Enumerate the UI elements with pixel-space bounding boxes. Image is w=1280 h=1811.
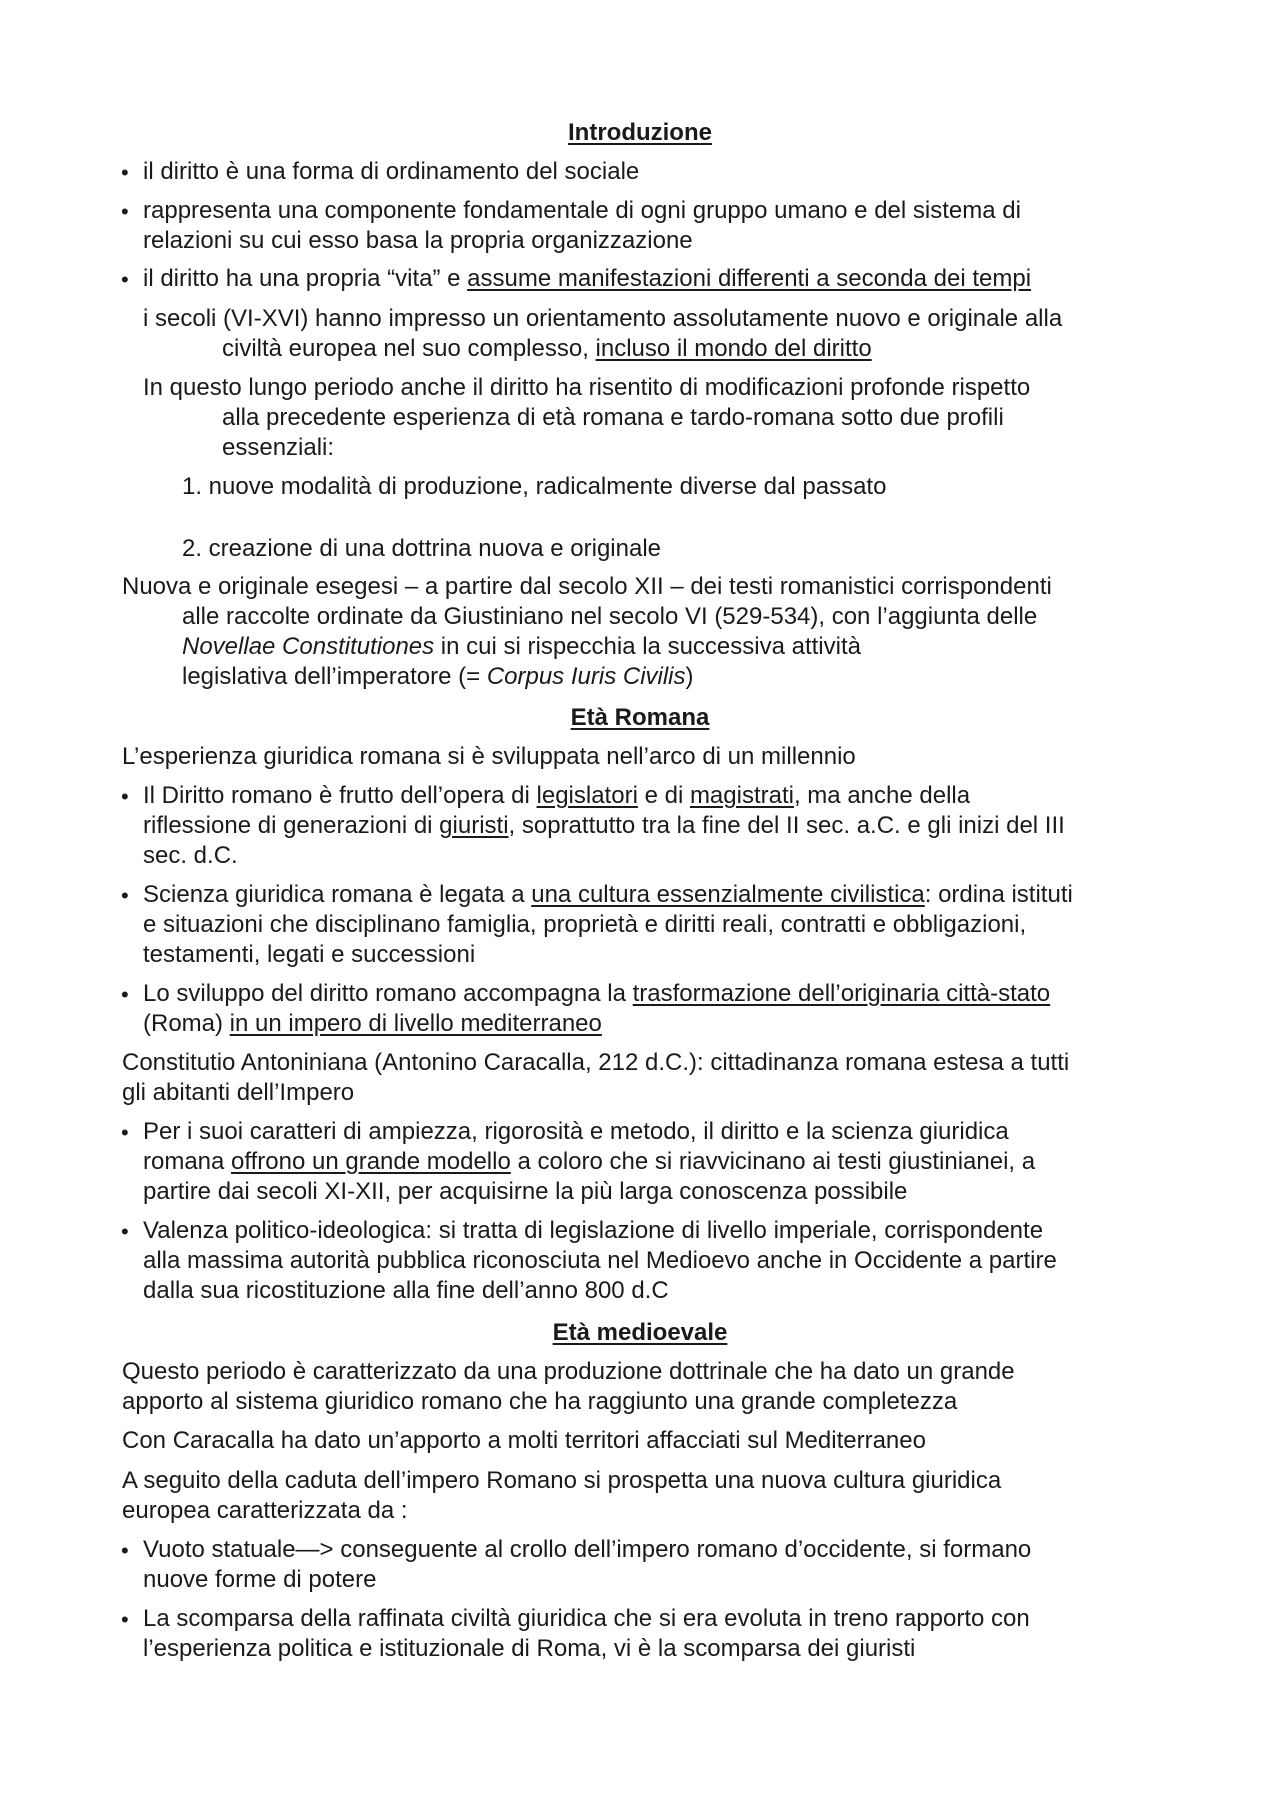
intro-para-3-line-2: alle raccolte ordinate da Giustiniano nel secolo VI (529-534), con l’aggiunta delle [182,603,1038,630]
romana-bullet-1-line-2: riflessione di generazioni di giuristi, soprattutto tra la fine del II sec. a.C. e gli inizi del III [143,812,1065,839]
bullet-icon: • [121,1607,129,1632]
romana-bullet-5-line-2: alla massima autorità pubblica riconosciuta nel Medioevo anche in Occidente a partire [143,1247,1057,1274]
intro-bullet-2-line-2: relazioni su cui esso basa la propria organizzazione [143,227,693,254]
romana-para-2-line-1: Constitutio Antoniniana (Antonino Caracalla, 212 d.C.): cittadinanza romana estesa a tutti [122,1049,1070,1076]
romana-bullet-2-line-2: e situazioni che disciplinano famiglia, proprietà e diritti reali, contratti e obbligazioni, [143,911,1027,938]
intro-para-1-line-2: civiltà europea nel suo complesso, incluso il mondo del diritto [222,335,872,362]
romana-bullet-4-line-2: romana offrono un grande modello a coloro che si riavvicinano ai testi giustinianei, a [143,1148,1036,1175]
intro-bullet-1: il diritto è una forma di ordinamento del sociale [143,158,640,185]
intro-para-2-line-3: essenziali: [222,434,335,461]
bullet-icon: • [121,982,129,1007]
heading-introduzione: Introduzione [568,119,712,146]
romana-bullet-2-line-3: testamenti, legati e successioni [143,941,476,968]
romana-bullet-1-line-1: Il Diritto romano è frutto dell’opera di legislatori e di magistrati, ma anche della [143,782,971,809]
intro-para-1-line-1: i secoli (VI-XVI) hanno impresso un orientamento assolutamente nuovo e originale alla [143,305,1063,332]
romana-para-2-line-2: gli abitanti dell’Impero [122,1079,355,1106]
medio-bullet-2-line-2: l’esperienza politica e istituzionale di Roma, vi è la scomparsa dei giuristi [143,1635,916,1662]
medio-bullet-1-line-1: Vuoto statuale—> conseguente al crollo dell’impero romano d’occidente, si formano [143,1536,1032,1563]
bullet-icon: • [121,199,129,224]
romana-bullet-4-line-1: Per i suoi caratteri di ampiezza, rigorosità e metodo, il diritto e la scienza giuridica [143,1118,1009,1145]
intro-numbered-2: 2. creazione di una dottrina nuova e originale [182,535,661,562]
medio-bullet-1-line-2: nuove forme di potere [143,1566,377,1593]
intro-bullet-2-line-1: rappresenta una componente fondamentale di ogni gruppo umano e del sistema di [143,197,1021,224]
bullet-icon: • [121,160,129,185]
bullet-icon: • [121,267,129,292]
medio-para-1-line-1: Questo periodo è caratterizzato da una produzione dottrinale che ha dato un grande [122,1358,1015,1385]
intro-para-3-line-1: Nuova e originale esegesi – a partire dal secolo XII – dei testi romanistici corrispondenti [122,573,1052,600]
intro-bullet-3: il diritto ha una propria “vita” e assume manifestazioni differenti a seconda dei tempi [143,265,1032,292]
romana-bullet-2-line-1: Scienza giuridica romana è legata a una cultura essenzialmente civilistica: ordina istituti [143,881,1073,908]
bullet-icon: • [121,1120,129,1145]
intro-para-3-line-3: Novellae Constitutiones in cui si rispecchia la successiva attività [182,633,861,660]
romana-bullet-3-line-2: (Roma) in un impero di livello mediterraneo [143,1010,602,1037]
romana-bullet-5-line-3: dalla sua ricostituzione alla fine dell’anno 800 d.C [143,1277,669,1304]
intro-para-2-line-2: alla precedente esperienza di età romana e tardo-romana sotto due profili [222,404,1004,431]
heading-eta-romana: Età Romana [570,704,710,731]
heading-eta-medioevale: Età medioevale [552,1319,728,1346]
bullet-icon: • [121,1538,129,1563]
medio-bullet-2-line-1: La scomparsa della raffinata civiltà giuridica che si era evoluta in treno rapporto con [143,1605,1030,1632]
romana-bullet-1-line-3: sec. d.C. [143,842,238,869]
romana-bullet-4-line-3: partire dai secoli XI-XII, per acquisirne la più larga conoscenza possibile [143,1178,908,1205]
romana-para-1: L’esperienza giuridica romana si è sviluppata nell’arco di un millennio [122,743,856,770]
romana-bullet-3-line-1: Lo sviluppo del diritto romano accompagna la trasformazione dell’originaria città-stato [143,980,1051,1007]
medio-para-2: Con Caracalla ha dato un’apporto a molti territori affacciati sul Mediterraneo [122,1427,926,1454]
intro-numbered-1: 1. nuove modalità di produzione, radicalmente diverse dal passato [182,473,887,500]
intro-para-2-line-1: In questo lungo periodo anche il diritto ha risentito di modificazioni profonde rispetto [143,374,1031,401]
medio-para-1-line-2: apporto al sistema giuridico romano che ha raggiunto una grande completezza [122,1388,958,1415]
medio-para-3-line-2: europea caratterizzata da : [122,1497,408,1524]
romana-bullet-5-line-1: Valenza politico-ideologica: si tratta di legislazione di livello imperiale, corrispondente [143,1217,1044,1244]
bullet-icon: • [121,883,129,908]
intro-para-3-line-4: legislativa dell’imperatore (= Corpus Iuris Civilis) [182,663,694,690]
bullet-icon: • [121,1219,129,1244]
bullet-icon: • [121,784,129,809]
medio-para-3-line-1: A seguito della caduta dell’impero Romano si prospetta una nuova cultura giuridica [122,1467,1002,1494]
